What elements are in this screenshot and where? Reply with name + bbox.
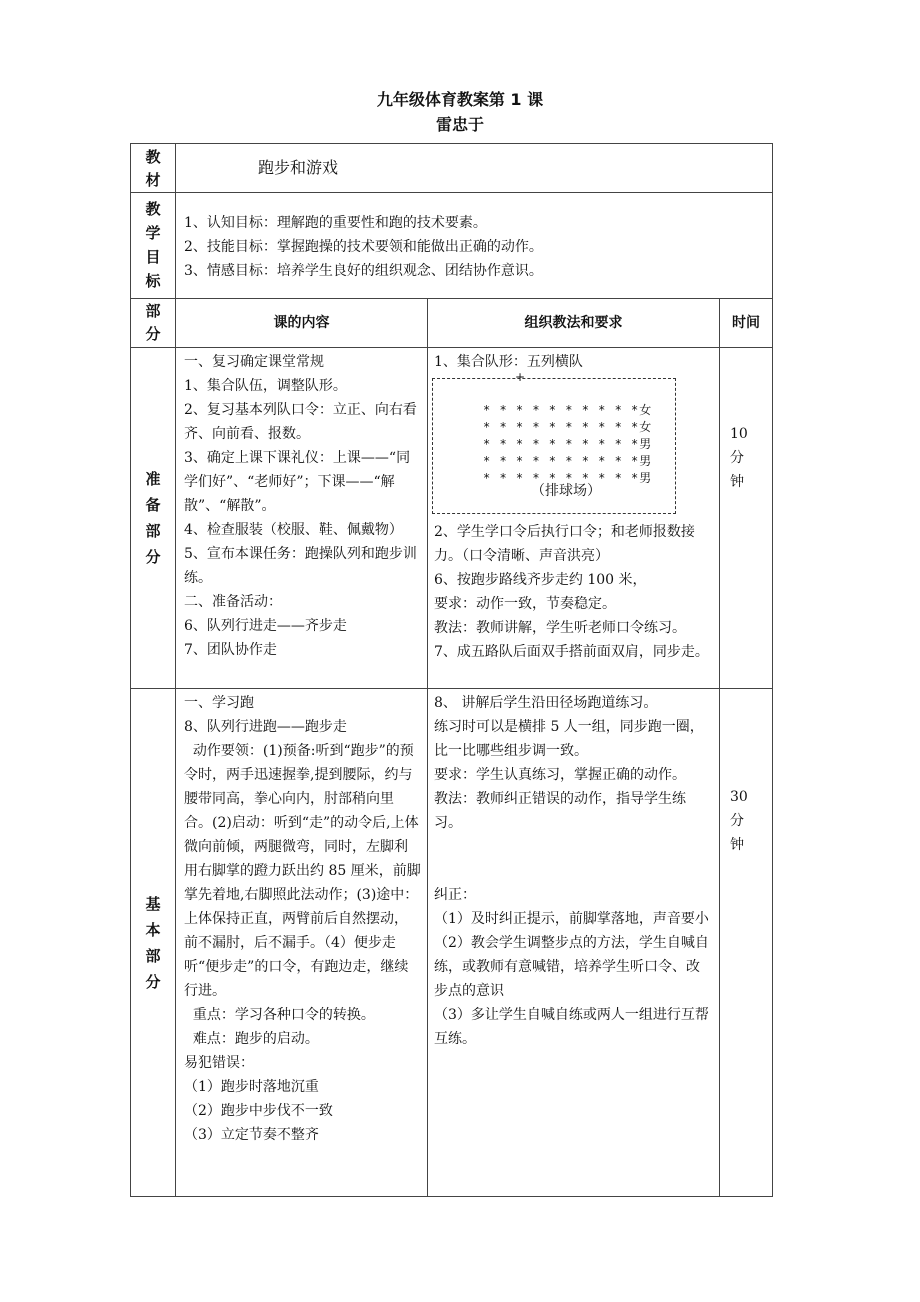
material-label-cell xyxy=(131,144,176,193)
method-line: 要求：动作一致，节奏稳定。 xyxy=(434,596,616,612)
goal-item: 2、技能目标：掌握跑操的技术要领和能做出正确的动作。 xyxy=(184,238,543,255)
basic-row xyxy=(131,689,773,1197)
prep-method xyxy=(428,348,719,664)
author-name: 雷忠于 xyxy=(435,115,484,134)
prep-label-cell xyxy=(131,348,176,689)
formation-group: 男 xyxy=(639,437,652,451)
goal-item: 1、认知目标：理解跑的重要性和跑的技术要素。 xyxy=(184,214,487,231)
part-header-cell xyxy=(131,299,176,348)
content-line: 易犯错误： xyxy=(184,1055,254,1071)
content-header: 课的内容 xyxy=(176,299,428,348)
prep-content xyxy=(176,348,427,662)
part-header: 部分 xyxy=(145,302,161,343)
content-line: 4、检查服装（校服、鞋、佩戴物） xyxy=(184,522,403,538)
goals-label: 教学目标 xyxy=(145,200,161,290)
content-line: 二、准备活动： xyxy=(184,594,282,610)
content-line: （1）跑步时落地沉重 xyxy=(184,1079,319,1095)
content-line: 2、复习基本列队口令：立正、向右看齐、向前看、报数。 xyxy=(184,402,417,442)
court-label: （排球场） xyxy=(531,483,601,499)
content-line: 重点：学习各种口令的转换。 xyxy=(184,1007,375,1023)
content-line: 1、集合队伍，调整队形。 xyxy=(184,378,347,394)
material-label: 教材 xyxy=(145,148,161,189)
material-row xyxy=(131,144,773,193)
formation-row xyxy=(483,403,651,417)
lesson-plan-table xyxy=(130,143,773,1197)
formation-stars: * * * * * * * * * * xyxy=(483,420,640,434)
goals-list xyxy=(176,209,772,283)
correction-title: 纠正： xyxy=(434,887,476,903)
formation-row xyxy=(483,420,651,434)
content-line: 动作要领：(1)预备:听到“跑步”的预令时，两手迅速握拳,提到腰际，约与腰带同高，拳心向内，肘部稍向里合。(2)启动：听到“走”的动令后,上体微向前倾，两腿微弯，同时，左脚利用右脚掌的蹬力跃出约 85 厘米，前脚掌先着地,右脚照此法动作；(3)途中：上体保持正直，两臂前后自然摆动，前不漏肘，后不漏手。（4）便步走听“便步走”的口令，有跑边走，继续行进。 xyxy=(184,743,421,999)
prep-row xyxy=(131,348,773,689)
basic-method-cell xyxy=(428,689,720,1197)
formation-stars: * * * * * * * * * * xyxy=(483,403,640,417)
method-header: 组织教法和要求 xyxy=(428,299,720,348)
basic-time-cell xyxy=(720,689,773,1197)
formation-stars: * * * * * * * * * * xyxy=(483,437,640,451)
basic-label-cell xyxy=(131,689,176,1197)
formation-group: 女 xyxy=(639,420,652,434)
content-line: （2）跑步中步伐不一致 xyxy=(184,1103,333,1119)
formation-group: 女 xyxy=(639,403,652,417)
content-line: 难点：跑步的启动。 xyxy=(184,1031,319,1047)
method-line: 8、 讲解后学生沿田径场跑道练习。 xyxy=(434,695,658,711)
formation-row xyxy=(483,437,651,451)
formation-stars: * * * * * * * * * * xyxy=(483,471,640,485)
prep-time: 10 分 钟 xyxy=(730,426,748,490)
content-line: 5、宣布本课任务：跑操队列和跑步训练。 xyxy=(184,546,417,586)
goals-label-cell xyxy=(131,193,176,299)
method-line: 练习时可以是横排 5 人一组，同步跑一圈，比一比哪些组步调一致。 xyxy=(434,719,704,759)
teacher-position-mark: + xyxy=(515,370,526,384)
lesson-title: 九年级体育教案第 1 课 xyxy=(376,90,544,109)
prep-time-cell xyxy=(720,348,773,689)
correction-line: （1）及时纠正提示，前脚掌落地，声音要小 xyxy=(434,911,709,927)
method-line: 7、成五路队后面双手搭前面双肩，同步走。 xyxy=(434,644,709,660)
basic-label: 基本部分 xyxy=(145,894,161,991)
material-value-cell xyxy=(176,144,773,193)
prep-label: 准备部分 xyxy=(145,470,161,566)
correction-line: （2）教会学生调整步点的方法，学生自喊自练，或教师有意喊错，培养学生听口令、改步点的意识 xyxy=(434,935,709,999)
content-line: 6、队列行进走——齐步走 xyxy=(184,618,347,634)
prep-method-cell xyxy=(428,348,720,689)
correction-line: （3）多让学生自喊自练或两人一组进行互帮互练。 xyxy=(434,1007,709,1047)
formation-group: 男 xyxy=(639,471,652,485)
basic-method xyxy=(428,689,719,1051)
formation-stars: * * * * * * * * * * xyxy=(483,454,640,468)
content-line: 一、复习确定课堂常规 xyxy=(184,354,324,370)
content-line: 一、学习跑 xyxy=(184,695,254,711)
formation-diagram xyxy=(432,370,676,514)
columns-header-row xyxy=(131,299,773,348)
formation-intro: 1、集合队形：五列横队 xyxy=(434,354,583,370)
material-value: 跑步和游戏 xyxy=(258,157,339,177)
method-line: 要求：学生认真练习，掌握正确的动作。 xyxy=(434,767,686,783)
basic-content xyxy=(176,689,427,1147)
method-line: 教法：教师讲解，学生听老师口令练习。 xyxy=(434,620,686,636)
method-line: 6、按跑步路线齐步走约 100 米， xyxy=(434,572,647,588)
goals-cell xyxy=(176,193,773,299)
basic-content-cell xyxy=(176,689,428,1197)
formation-row xyxy=(483,454,651,468)
content-line: 3、确定上课下课礼仪：上课——“同学们好”、“老师好”；下课——“解散”、“解散”。 xyxy=(184,450,411,514)
content-line: 7、团队协作走 xyxy=(184,642,277,658)
method-line: 2、学生学口令后执行口令；和老师报数接力。（口令清晰、声音洪亮） xyxy=(434,524,695,564)
time-header: 时间 xyxy=(720,299,773,348)
basic-time: 30 分 钟 xyxy=(730,789,748,853)
goal-item: 3、情感目标：培养学生良好的组织观念、团结协作意识。 xyxy=(184,262,543,279)
content-line: 8、队列行进跑——跑步走 xyxy=(184,719,347,735)
formation-group: 男 xyxy=(639,454,652,468)
method-line: 教法：教师纠正错误的动作，指导学生练习。 xyxy=(434,791,686,831)
prep-content-cell xyxy=(176,348,428,689)
goals-row xyxy=(131,193,773,299)
content-line: （3）立定节奏不整齐 xyxy=(184,1127,319,1143)
